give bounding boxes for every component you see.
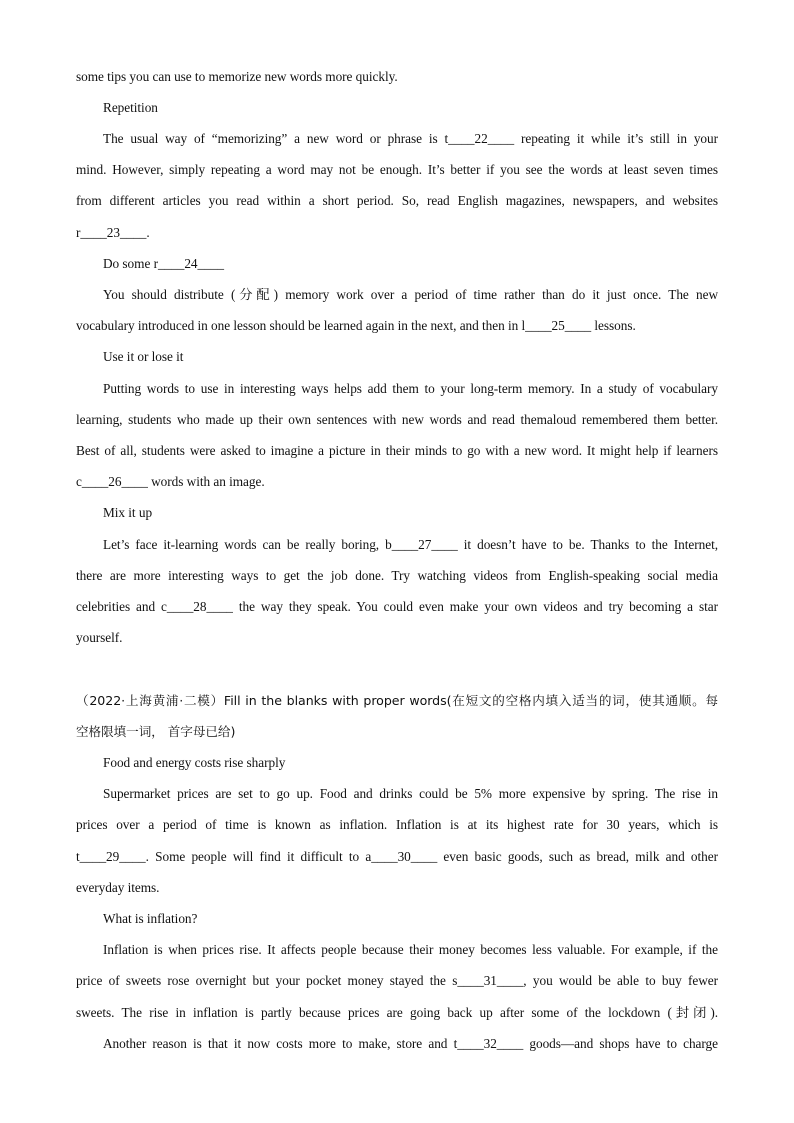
text-line: prices over a period of time is known as inflation. Inflation is at its highest rate for 30 years, which is xyxy=(76,817,718,832)
text-line: some tips you can use to memorize new words more quickly. xyxy=(76,69,398,84)
text-line: sweets. The rise in inflation is partly because prices are going back up after some of the lockdown (封闭). xyxy=(76,1005,718,1020)
question-header: 空格限填一词， 首字母已给) xyxy=(76,724,236,739)
section-heading: Use it or lose it xyxy=(103,349,184,364)
text-line: r____23____. xyxy=(76,225,150,240)
text-line: c____26____ words with an image. xyxy=(76,474,265,489)
text-line: Putting words to use in interesting ways helps add them to your long-term memory. In a study of vocabulary xyxy=(103,381,718,396)
text-line: Let’s face it-learning words can be really boring, b____27____ it doesn’t have to be. Thanks to the Internet, xyxy=(103,537,718,552)
text-line: price of sweets rose overnight but your pocket money stayed the s____31____, you would be able to buy fewer xyxy=(76,973,718,988)
text-line: from different articles you read within a short period. So, read English magazines, newspapers, and websites xyxy=(76,193,718,208)
text-line: Best of all, students were asked to imagine a picture in their minds to go with a new word. It might help if learners xyxy=(76,443,718,458)
text-line: learning, students who made up their own sentences with new words and read themaloud remembered them better. xyxy=(76,412,718,427)
text-line: vocabulary introduced in one lesson should be learned again in the next, and then in l____25____ lessons. xyxy=(76,318,636,333)
text-line: t____29____. Some people will find it difficult to a____30____ even basic goods, such as bread, milk and other xyxy=(76,849,718,864)
text-line: mind. However, simply repeating a word may not be enough. It’s better if you see the words at least seven times xyxy=(76,162,718,177)
section-heading: Repetition xyxy=(103,100,158,115)
section-heading: Mix it up xyxy=(103,505,153,520)
text-line: everyday items. xyxy=(76,880,160,895)
section-heading: Do some r____24____ xyxy=(103,256,224,271)
text-line: Another reason is that it now costs more to make, store and t____32____ goods—and shops have to charge xyxy=(103,1036,718,1051)
passage-title: Food and energy costs rise sharply xyxy=(103,755,286,770)
section-heading: What is inflation? xyxy=(103,911,198,926)
text-line: Inflation is when prices rise. It affects people because their money becomes less valuable. For example, if the xyxy=(103,942,718,957)
question-header: （2022·上海黄浦·二模）Fill in the blanks with proper words(在短文的空格内填入适当的词，使其通顺。每 xyxy=(76,693,718,708)
text-line: yourself. xyxy=(76,630,123,645)
text-line: The usual way of “memorizing” a new word or phrase is t____22____ repeating it while it’s still in your xyxy=(103,131,718,146)
text-line: there are more interesting ways to get the job done. Try watching videos from English-speaking social media xyxy=(76,568,718,583)
text-line: Supermarket prices are set to go up. Food and drinks could be 5% more expensive by spring. The rise in xyxy=(103,786,718,801)
text-line: celebrities and c____28____ the way they speak. You could even make your own videos and try becoming a star xyxy=(76,599,718,614)
text-line: You should distribute (分配) memory work over a period of time rather than do it just once. The new xyxy=(103,287,718,302)
